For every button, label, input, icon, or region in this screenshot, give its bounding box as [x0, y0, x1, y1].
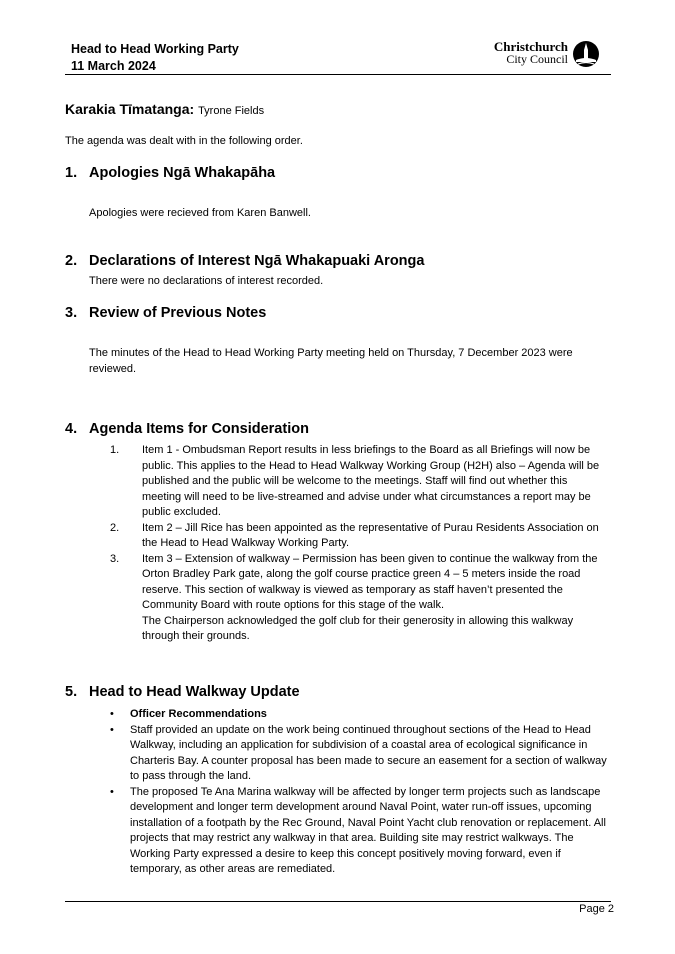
agenda-items-list — [108, 443, 608, 645]
walkway-update-list — [108, 707, 608, 878]
bullet-icon: • — [110, 708, 114, 720]
section-3-heading: 3. Review of Previous Notes — [65, 305, 267, 321]
header-divider — [65, 74, 611, 75]
list-item: 1. Item 1 - Ombudsman Report results in less briefings to the Board as all Briefings will now be public. This applies to the Head to Head Walkway Working Group (H2H) also – Agenda will be published and the public will be welcome to the meetings. Staff will find out whether this meeting will need to be live-streamed and advise under what circumstances a report may be public excluded. — [110, 444, 600, 518]
list-item: • Officer Recommendations — [108, 707, 608, 723]
intro-text: The agenda was dealt with in the following order. — [65, 135, 303, 147]
meeting-date: 11 March 2024 — [71, 59, 156, 73]
page-number: Page 2 — [579, 903, 614, 915]
logo-line2: City Council — [506, 52, 568, 66]
council-logo — [480, 40, 600, 70]
section-3-text: The minutes of the Head to Head Working Party meeting held on Thursday, 7 December 2023 were reviewed. — [89, 347, 573, 375]
bullet-icon: • — [110, 785, 114, 798]
section-2-text: There were no declarations of interest recorded. — [89, 275, 324, 287]
meeting-title: Head to Head Working Party — [71, 42, 239, 56]
list-item: • Staff provided an update on the work being continued throughout sections of the Head to Head Walkway, including an application for subdivision of a coastal area of ecological significance in Charteris Bay. A counter proposal has been made to secure an easement for a section of walkway to pass through the land. — [110, 723, 607, 782]
list-item: 2. Item 2 – Jill Rice has been appointed as the representative of Purau Residents Association on the Head to Head Walkway Working Party. — [110, 521, 599, 549]
list-item: • The proposed Te Ana Marina walkway will be affected by longer term projects such as landscape development and longer term development around Naval Point, water run-off issues, upcoming installation of a footpath by the Rec Ground, Naval Point Yacht club renovation or replacement. All projects that may restrict any walkway in that area. Building site may restrict walkways. The Working Party expressed a desire to keep this concept positively moving forward, even if temporary, as other areas are remediated. — [110, 785, 606, 875]
section-5-heading: 5. Head to Head Walkway Update — [65, 684, 300, 700]
footer-divider — [65, 901, 611, 902]
list-item: 3. Item 3 – Extension of walkway – Permission has been given to continue the walkway from the Orton Bradley Park gate, along the golf course practice green 4 – 5 meters inside the road reserve. This section of walkway is viewed as temporary as staff haven’t presented the Community Board with route options for this stage of the walk. The Chairperson acknowledged the golf club for their generosity in allowing this walkway through their grounds. — [110, 552, 598, 642]
section-4-heading: 4. Agenda Items for Consideration — [65, 421, 309, 437]
document-header — [71, 41, 239, 75]
logo-line1: Christchurch — [493, 39, 568, 54]
cathedral-logo-icon — [572, 40, 600, 68]
section-1-text: Apologies were recieved from Karen Banwell. — [89, 207, 311, 219]
karakia-name: Tyrone Fields — [198, 105, 265, 117]
karakia-label: Karakia Tīmatanga — [65, 101, 190, 117]
section-2-heading: 2. Declarations of Interest Ngā Whakapuaki Aronga — [65, 253, 425, 269]
section-1-heading: 1. Apologies Ngā Whakapāha — [65, 165, 276, 181]
karakia-line: Karakia Tīmatanga: Tyrone Fields — [65, 101, 265, 117]
bullet-icon: • — [110, 723, 114, 736]
